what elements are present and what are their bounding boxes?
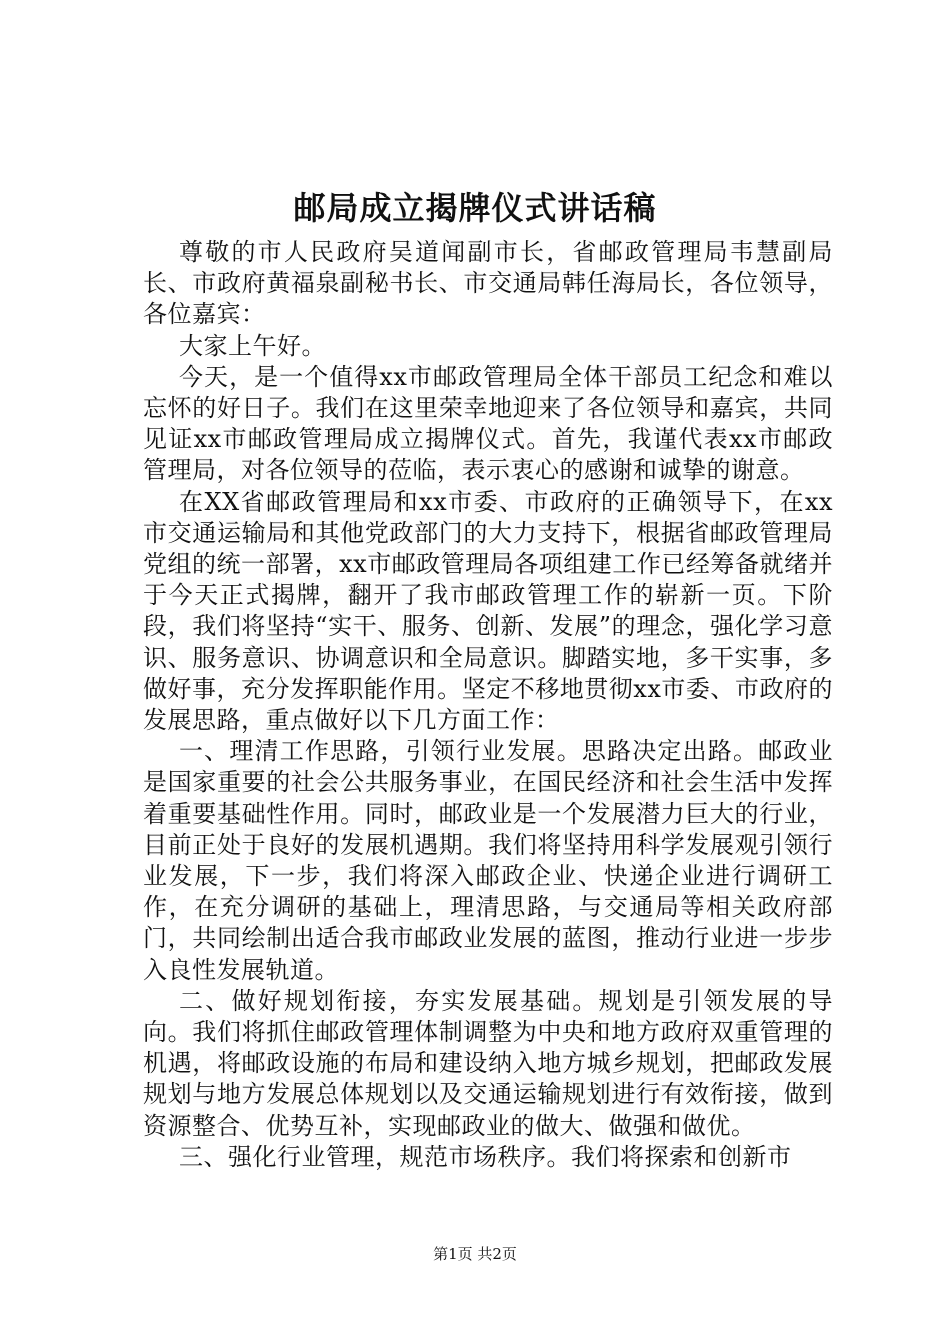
salutation-paragraph: 尊敬的市人民政府吴道闻副市长，省邮政管理局韦慧副局长、市政府黄福泉副秘书长、市交通局韩任海局长，各位领导，各位嘉宾： xyxy=(143,238,833,329)
context-paragraph: 在XX省邮政管理局和xx市委、市政府的正确领导下，在xx市交通运输局和其他党政部门的大力支持下，根据省邮政管理局党组的统一部署，xx市邮政管理局各项组建工作已经筹备就绪并于今天正式揭牌，翻开了我市邮政管理工作的崭新一页。下阶段，我们将坚持“实干、服务、创新、发展”的理念，强化学习意识、服务意识、协调意识和全局意识。脚踏实地，多干实事，多做好事，充分发挥职能作用。坚定不移地贯彻xx市委、市政府的发展思路，重点做好以下几方面工作： xyxy=(143,487,833,735)
opening-paragraph: 今天，是一个值得xx市邮政管理局全体干部员工纪念和难以忘怀的好日子。我们在这里荣幸地迎来了各位领导和嘉宾，共同见证xx市邮政管理局成立揭牌仪式。首先，我谨代表xx市邮政管理局，对各位领导的莅临，表示衷心的感谢和诚挚的谢意。 xyxy=(143,362,833,485)
point-one-paragraph: 一、理清工作思路，引领行业发展。思路决定出路。邮政业是国家重要的社会公共服务事业，在国民经济和社会生活中发挥着重要基础性作用。同时，邮政业是一个发展潜力巨大的行业，目前正处于良好的发展机遇期。我们将坚持用科学发展观引领行业发展，下一步，我们将深入邮政企业、快递企业进行调研工作，在充分调研的基础上，理清思路，与交通局等相关政府部门，共同绘制出适合我市邮政业发展的蓝图，推动行业进一步步入良性发展轨道。 xyxy=(143,737,833,984)
point-two-paragraph: 二、做好规划衔接，夯实发展基础。规划是引领发展的导向。我们将抓住邮政管理体制调整为中央和地方政府双重管理的机遇，将邮政设施的布局和建设纳入地方城乡规划，把邮政发展规划与地方发展总体规划以及交通运输规划进行有效衔接，做到资源整合、优势互补，实现邮政业的做大、做强和做优。 xyxy=(143,986,833,1140)
page-number-footer: 第1页 共2页 xyxy=(433,1245,517,1263)
document-title: 邮局成立揭牌仪式讲话稿 xyxy=(293,189,657,227)
document-body xyxy=(143,237,833,1173)
greeting-paragraph: 大家上午好。 xyxy=(179,331,326,360)
point-three-paragraph: 三、强化行业管理，规范市场秩序。我们将探索和创新市 xyxy=(179,1142,792,1171)
